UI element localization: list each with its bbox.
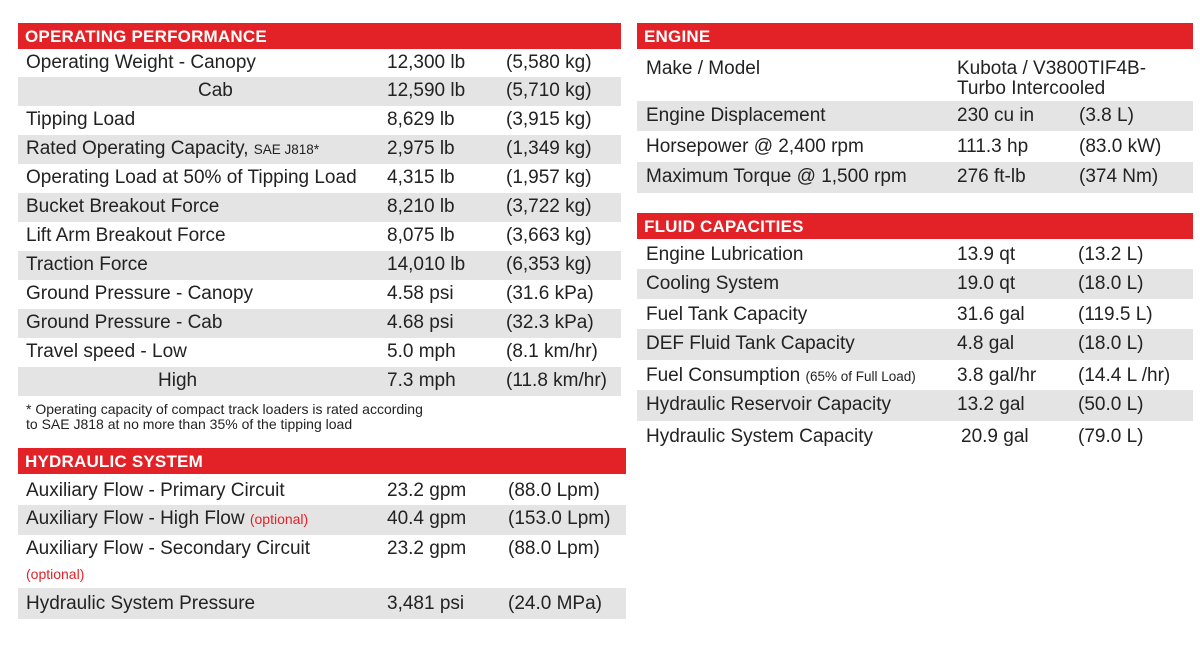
spec-row	[637, 360, 1193, 390]
spec-row	[18, 474, 626, 505]
spec-imperial: 230 cu in	[957, 105, 1035, 126]
spec-metric: (13.2 L)	[1078, 244, 1144, 265]
section-header: FLUID CAPACITIES	[637, 213, 1193, 239]
spec-label-text: Auxiliary Flow - High Flow	[26, 508, 245, 529]
spec-metric: (32.3 kPa)	[506, 312, 594, 333]
spec-label: DEF Fluid Tank Capacity	[646, 333, 855, 354]
spec-row	[18, 280, 621, 309]
spec-label	[26, 138, 319, 161]
spec-imperial: 31.6 gal	[957, 304, 1025, 325]
spec-label: Bucket Breakout Force	[26, 196, 220, 217]
spec-imperial: 8,075 lb	[387, 225, 455, 246]
section-header: HYDRAULIC SYSTEM	[18, 448, 626, 474]
spec-row	[637, 329, 1193, 360]
spec-label: Cooling System	[646, 273, 780, 294]
spec-value-line: Turbo Intercooled	[957, 78, 1106, 99]
spec-metric: (119.5 L)	[1078, 304, 1153, 325]
fluid-capacities-panel	[637, 213, 1193, 451]
spec-metric: (1,349 kg)	[506, 138, 592, 159]
spec-label: Hydraulic Reservoir Capacity	[646, 394, 891, 415]
spec-label: Ground Pressure - Cab	[26, 312, 223, 333]
spec-imperial: 4,315 lb	[387, 167, 455, 188]
spec-imperial: 23.2 gpm	[387, 480, 467, 501]
spec-label: Operating Weight - Canopy	[26, 52, 256, 73]
spec-row	[18, 251, 621, 280]
spec-metric: (88.0 Lpm)	[508, 538, 600, 559]
spec-metric: (24.0 MPa)	[508, 593, 602, 614]
spec-row	[637, 131, 1193, 162]
spec-metric: (3.8 L)	[1079, 105, 1134, 126]
section-header: ENGINE	[637, 23, 1193, 49]
spec-row	[18, 193, 621, 222]
spec-metric: (1,957 kg)	[506, 167, 592, 188]
spec-label: Ground Pressure - Canopy	[26, 283, 254, 304]
spec-metric: (50.0 L)	[1078, 394, 1144, 415]
spec-row	[18, 164, 621, 193]
spec-metric: (6,353 kg)	[506, 254, 592, 275]
spec-imperial: 3,481 psi	[387, 593, 465, 614]
spec-row	[18, 135, 621, 164]
spec-row	[637, 299, 1193, 329]
spec-metric: (374 Nm)	[1079, 166, 1159, 187]
spec-label: Make / Model	[646, 58, 761, 79]
spec-value-line: Kubota / V3800TIF4B-	[957, 58, 1147, 79]
spec-label: Cab	[198, 80, 233, 101]
spec-metric: (11.8 km/hr)	[506, 370, 608, 391]
optional-tag: (optional)	[26, 566, 85, 582]
spec-metric: (3,722 kg)	[506, 196, 592, 217]
spec-label-text: Fuel Consumption	[646, 365, 801, 386]
spec-imperial: 4.68 psi	[387, 312, 454, 333]
spec-imperial: 5.0 mph	[387, 341, 456, 362]
spec-imperial: 13.9 qt	[957, 244, 1016, 265]
spec-metric: (3,663 kg)	[506, 225, 592, 246]
spec-label: Engine Displacement	[646, 105, 826, 126]
spec-row	[18, 309, 621, 338]
spec-row	[18, 222, 621, 251]
spec-metric: (83.0 kW)	[1079, 136, 1162, 157]
spec-row	[18, 106, 621, 135]
spec-metric: (31.6 kPa)	[506, 283, 594, 304]
spec-label	[646, 365, 916, 388]
spec-label: Hydraulic System Pressure	[26, 593, 256, 614]
spec-imperial: 8,210 lb	[387, 196, 455, 217]
section-header: OPERATING PERFORMANCE	[18, 23, 621, 49]
spec-imperial: 20.9 gal	[961, 426, 1029, 447]
spec-metric: (3,915 kg)	[506, 109, 592, 130]
hydraulic-system-panel	[18, 448, 626, 619]
spec-label: Hydraulic System Capacity	[646, 426, 874, 447]
spec-imperial: 40.4 gpm	[387, 508, 467, 529]
spec-imperial: 7.3 mph	[387, 370, 456, 391]
spec-label: Engine Lubrication	[646, 244, 804, 265]
spec-label: High	[158, 370, 198, 391]
spec-row	[637, 101, 1193, 131]
spec-label: Auxiliary Flow - Primary Circuit	[26, 480, 285, 501]
spec-label: Fuel Tank Capacity	[646, 304, 808, 325]
spec-imperial: 13.2 gal	[957, 394, 1025, 415]
spec-imperial: 23.2 gpm	[387, 538, 467, 559]
spec-row	[18, 367, 621, 396]
spec-imperial: 111.3 hp	[957, 136, 1029, 157]
spec-row	[18, 338, 621, 367]
spec-label: Traction Force	[26, 254, 148, 275]
spec-label: Auxiliary Flow - Secondary Circuit	[26, 538, 311, 559]
spec-imperial: 3.8 gal/hr	[957, 365, 1037, 386]
engine-panel	[637, 23, 1193, 193]
spec-imperial: 4.8 gal	[957, 333, 1015, 354]
spec-label	[26, 508, 308, 530]
spec-label-text: Rated Operating Capacity,	[26, 138, 249, 159]
spec-label: Operating Load at 50% of Tipping Load	[26, 167, 357, 188]
operating-performance-panel	[18, 23, 621, 432]
spec-label-suffix: (65% of Full Load)	[805, 369, 916, 384]
spec-metric: (79.0 L)	[1078, 426, 1144, 447]
spec-row	[18, 505, 626, 535]
optional-tag: (optional)	[249, 511, 309, 527]
spec-metric: (88.0 Lpm)	[508, 480, 600, 501]
spec-row	[637, 239, 1193, 269]
spec-row	[18, 588, 626, 619]
spec-metric: (18.0 L)	[1078, 273, 1144, 294]
spec-imperial: 8,629 lb	[387, 109, 455, 130]
spec-row	[18, 535, 626, 588]
footnote-line: to SAE J818 at no more than 35% of the tipping load	[26, 416, 353, 432]
spec-label: Tipping Load	[26, 109, 136, 130]
spec-imperial: 276 ft-lb	[957, 166, 1026, 187]
spec-label: Horsepower @ 2,400 rpm	[646, 136, 864, 157]
spec-metric: (5,710 kg)	[506, 80, 592, 101]
spec-imperial: 4.58 psi	[387, 283, 454, 304]
spec-row	[18, 49, 621, 77]
spec-imperial: 12,590 lb	[387, 80, 466, 101]
spec-row	[637, 421, 1193, 451]
spec-imperial: 19.0 qt	[957, 273, 1016, 294]
spec-metric: (14.4 L /hr)	[1078, 365, 1171, 386]
footnote-line: * Operating capacity of compact track loaders is rated according	[26, 401, 423, 417]
spec-row	[637, 49, 1193, 101]
spec-imperial: 12,300 lb	[387, 52, 466, 73]
spec-metric: (8.1 km/hr)	[506, 341, 598, 362]
spec-metric: (18.0 L)	[1078, 333, 1144, 354]
spec-row	[637, 390, 1193, 421]
spec-metric: (153.0 Lpm)	[508, 508, 611, 529]
spec-label: Lift Arm Breakout Force	[26, 225, 226, 246]
footnote	[18, 396, 621, 432]
spec-label: Maximum Torque @ 1,500 rpm	[646, 166, 907, 187]
spec-row	[18, 77, 621, 106]
spec-row	[637, 162, 1193, 193]
spec-row	[637, 269, 1193, 299]
spec-metric: (5,580 kg)	[506, 52, 592, 73]
spec-imperial: 2,975 lb	[387, 138, 455, 159]
spec-label: Travel speed - Low	[26, 341, 187, 362]
spec-label-suffix: SAE J818*	[253, 142, 320, 157]
spec-imperial: 14,010 lb	[387, 254, 466, 275]
